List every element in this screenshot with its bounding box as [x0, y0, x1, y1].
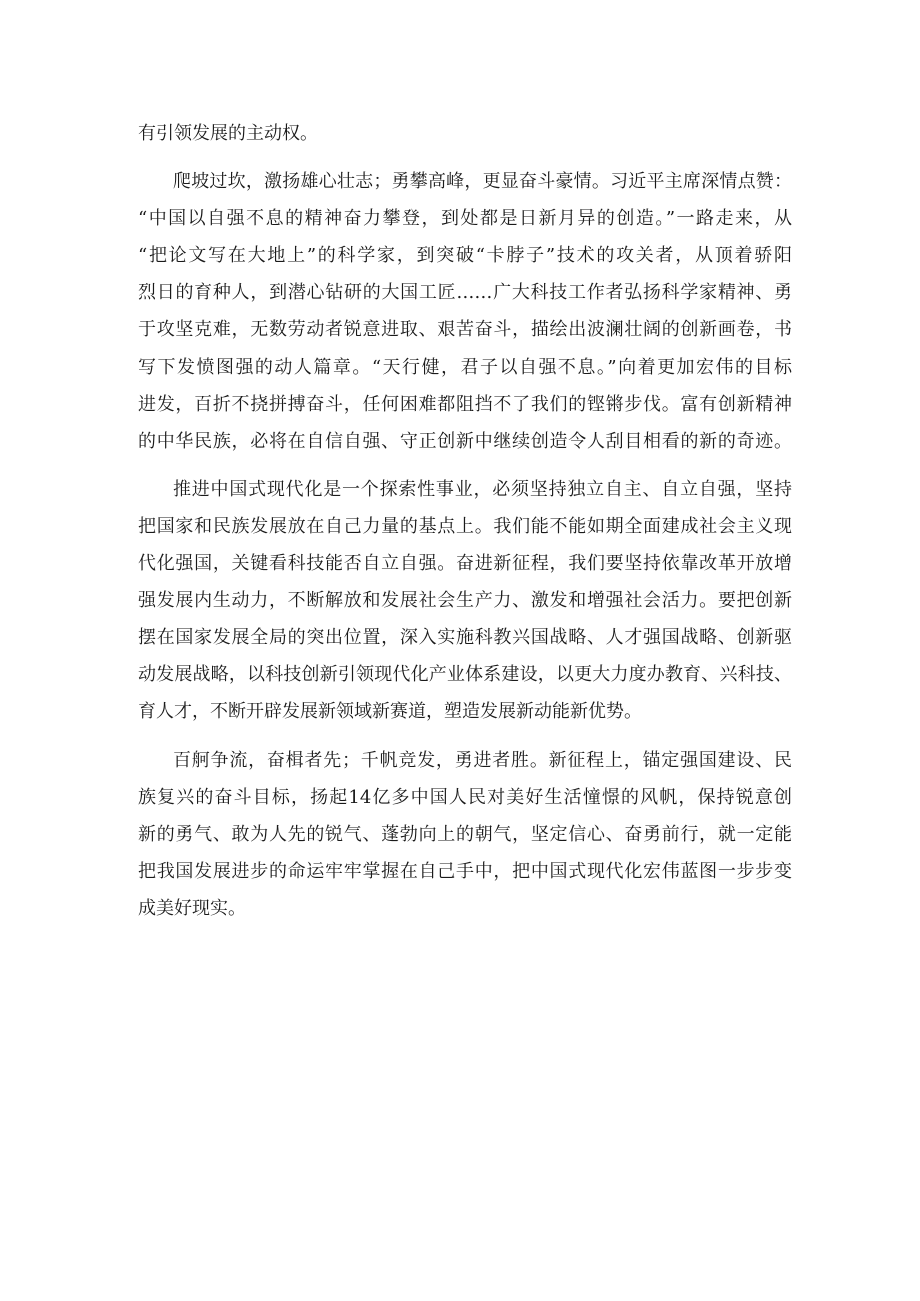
paragraph-line: 百舸争流，奋楫者先；千帆竞发，勇进者胜。新征程上，锚定强国建设、民	[173, 749, 792, 771]
paragraph-gap	[138, 731, 792, 742]
paragraph-line: 有引领发展的主动权。	[138, 123, 318, 144]
paragraph-line: 动发展战略，以科技创新引领现代化产业体系建设，以更大力度办教育、兴科技、	[138, 664, 792, 686]
paragraph-line: 新的勇气、敢为人先的锐气、蓬勃向上的朝气，坚定信心、奋勇前行，就一定能	[138, 823, 792, 845]
paragraph-gap	[138, 460, 792, 471]
paragraph-line: 写下发愤图强的动人篇章。“天行健，君子以自强不息。”向着更加宏伟的目标	[138, 356, 792, 378]
paragraph-gap	[138, 152, 792, 163]
paragraph-line: 育人才，不断开辟发展新领域新赛道，塑造发展新动能新优势。	[138, 701, 642, 723]
paragraph-line: 强发展内生动力，不断解放和发展社会生产力、激发和增强社会活力。要把创新	[138, 590, 792, 612]
paragraph-line: “中国以自强不息的精神奋力攀登，到处都是日新月异的创造。”一路走来，从	[138, 208, 792, 230]
paragraph-line: 烈日的育种人，到潜心钻研的大国工匠……广大科技工作者弘扬科学家精神、勇	[138, 282, 792, 304]
paragraph-line: 把国家和民族发展放在自己力量的基点上。我们能不能如期全面建成社会主义现	[138, 515, 792, 537]
paragraph-line: 于攻坚克难，无数劳动者锐意进取、艰苦奋斗，描绘出波澜壮阔的创新画卷，书	[138, 319, 792, 341]
paragraph-line: 族复兴的奋斗目标，扬起14亿多中国人民对美好生活憧憬的风帆，保持锐意创	[138, 786, 792, 808]
paragraph-line: 成美好现实。	[138, 897, 246, 919]
paragraph-line: 的中华民族，必将在自信自强、守正创新中继续创造令人刮目相看的新的奇迹。	[138, 430, 792, 452]
paragraph-line: 代化强国，关键看科技能否自立自强。奋进新征程，我们要坚持依靠改革开放增	[138, 553, 792, 575]
paragraph-line: “把论文写在大地上”的科学家，到突破“卡脖子”技术的攻关者，从顶着骄阳	[138, 245, 792, 267]
paragraph-line: 进发，百折不挠拼搏奋斗，任何困难都阻挡不了我们的铿锵步伐。富有创新精神	[138, 393, 792, 415]
paragraph-line: 推进中国式现代化是一个探索性事业，必须坚持独立自主、自立自强，坚持	[173, 478, 792, 500]
paragraph-line: 把我国发展进步的命运牢牢掌握在自己手中，把中国式现代化宏伟蓝图一步步变	[138, 860, 792, 882]
paragraph-line: 爬坡过坎，激扬雄心壮志；勇攀高峰，更显奋斗豪情。习近平主席深情点赞：	[173, 171, 792, 193]
paragraph-line: 摆在国家发展全局的突出位置，深入实施科教兴国战略、人才强国战略、创新驱	[138, 627, 792, 649]
document-body	[138, 115, 792, 927]
